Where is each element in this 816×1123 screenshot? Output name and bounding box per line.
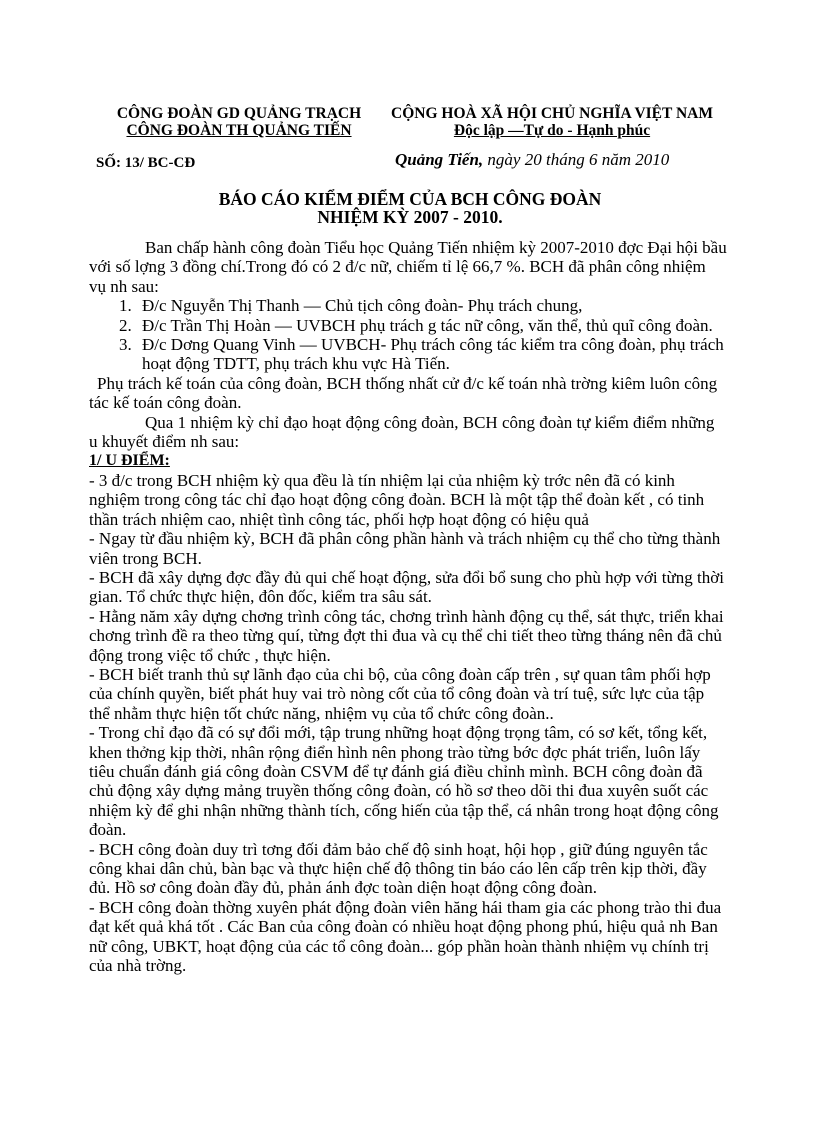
list-item (89, 335, 727, 374)
strength-point: - BCH công đoàn duy trì tơng đối đảm bảo chế độ sinh hoạt, hội họp , giữ đúng nguyên tắc công khai dân chủ, bàn bạc và thực hiện chế độ thông tin báo cáo lên cấp trên kịp thời, đầy đủ. Hồ sơ công đoàn đầy đủ, phản ánh đợc toàn diện hoạt động công đoàn. (89, 839, 708, 898)
strength-point: - BCH biết tranh thủ sự lãnh đạo của chi bộ, của công đoàn cấp trên , sự quan tâm phối hợp của chính quyền, biết phát huy vai trò nòng cốt của tổ công đoàn và trí tuệ, sức lực của tập thể nhằm thực hiện tốt chức năng, nhiệm vụ của tổ chức công đoàn.. (89, 664, 711, 723)
list-number: 2. (119, 315, 132, 335)
document-number: SỐ: 13/ BC-CĐ (96, 155, 196, 171)
assignment-list (89, 296, 727, 374)
title-line-2: NHIỆM KỲ 2007 - 2010. (317, 207, 503, 227)
list-number: 1. (119, 296, 132, 316)
list-number: 3. (119, 335, 132, 355)
accounting-paragraph: Phụ trách kế toán của công đoàn, BCH thống nhất cử đ/c kế toán nhà trờng kiêm luôn công tác kế toán công đoàn. (89, 373, 718, 413)
title-line-1: BÁO CÁO KIỂM ĐIỂM CỦA BCH CÔNG ĐOÀN (218, 189, 602, 209)
section-heading: 1/ U ĐIỂM: (89, 452, 170, 470)
union-name-district: CÔNG ĐOÀN GD QUẢNG TRẠCH (116, 105, 362, 122)
national-motto (382, 105, 722, 139)
motto-line: Độc lập —Tự do - Hạnh phúc (453, 122, 651, 139)
strength-point: - Trong chỉ đạo đã có sự đổi mới, tập trung những hoạt động trọng tâm, có sơ kết, tổng kết, khen thởng kịp thời, nhân rộng điển hình nên phong trào từng bớc đợc phát triển, luôn lấy tiêu chuẩn đánh giá công đoàn CSVM để tự đánh giá điều chỉnh mình. BCH công đoàn đã chủ động xây dựng mảng truyền thống công đoàn, có hồ sơ theo dõi thi đua xuyên suốt các nhiệm kỳ để ghi nhận những thành tích, cống hiến của tập thể, cá nhân trong hoạt động công đoàn. (89, 723, 719, 840)
place-date (395, 150, 669, 170)
list-item (89, 296, 727, 315)
list-text: Đ/c Trần Thị Hoàn — UVBCH phụ trách g tác nữ công, văn thể, thủ quĩ công đoàn. (142, 315, 713, 335)
country-name: CỘNG HOÀ XÃ HỘI CHỦ NGHĨA VIỆT NAM (391, 105, 713, 122)
strength-point: - Ngay từ đầu nhiệm kỳ, BCH đã phân công phần hành và trách nhiệm cụ thể cho từng thành viên trong BCH. (89, 529, 721, 568)
list-text: Đ/c Nguyễn Thị Thanh — Chủ tịch công đoàn- Phụ trách chung, (142, 296, 583, 316)
date-text: ngày 20 tháng 6 năm 2010 (483, 150, 670, 169)
strength-point: - BCH công đoàn thờng xuyên phát động đoàn viên hăng hái tham gia các phong trào thi đua đạt kết quả khá tốt . Các Ban của công đoàn có nhiều hoạt động phong phú, hiệu quả nh Ban nữ công, UBKT, hoạt động của các tổ công đoàn... góp phần hoàn thành nhiệm vụ chính trị của nhà trờng. (89, 897, 722, 976)
union-name-school: CÔNG ĐOÀN TH QUẢNG TIẾN (126, 122, 352, 139)
review-paragraph: Qua 1 nhiệm kỳ chỉ đạo hoạt động công đoàn, BCH công đoàn tự kiểm điểm những u khuyết điểm nh sau: (89, 412, 715, 452)
strength-point: - 3 đ/c trong BCH nhiệm kỳ qua đều là tín nhiệm lại của nhiệm kỳ trớc nên đã có kinh nghiệm trong công tác chỉ đạo hoạt động công đoàn. BCH là một tập thể đoàn kết , có tinh thần trách nhiệm cao, nhiệt tình công tác, phối hợp hoạt động có hiệu quả (89, 470, 705, 529)
union-header (104, 105, 374, 139)
report-body (89, 238, 727, 975)
intro-paragraph: Ban chấp hành công đoàn Tiểu học Quảng Tiến nhiệm kỳ 2007-2010 đợc Đại hội bầu với số lợng 3 đồng chí.Trong đó có 2 đ/c nữ, chiếm tỉ lệ 66,7 %. BCH đã phân công nhiệm vụ nh sau: (89, 238, 727, 296)
place-name: Quảng Tiến, (395, 150, 484, 169)
strength-point: - Hằng năm xây dựng chơng trình công tác, chơng trình hành động cụ thể, sát thực, triển khai chơng trình đề ra theo từng quí, từng đợt thi đua và cụ thể chi tiết theo từng tháng nên đã chủ động trong việc tổ chức , thực hiện. (89, 606, 724, 665)
strength-point: - BCH đã xây dựng đợc đầy đủ qui chế hoạt động, sửa đổi bổ sung cho phù hợp với từng thời gian. Tổ chức thực hiện, đôn đốc, kiểm tra sâu sát. (89, 567, 724, 607)
list-item (89, 316, 727, 335)
list-text: Đ/c Dơng Quang Vinh — UVBCH- Phụ trách công tác kiểm tra công đoàn, phụ trách hoạt động TDTT, phụ trách khu vực Hà Tiến. (142, 335, 724, 374)
report-title (100, 190, 720, 226)
